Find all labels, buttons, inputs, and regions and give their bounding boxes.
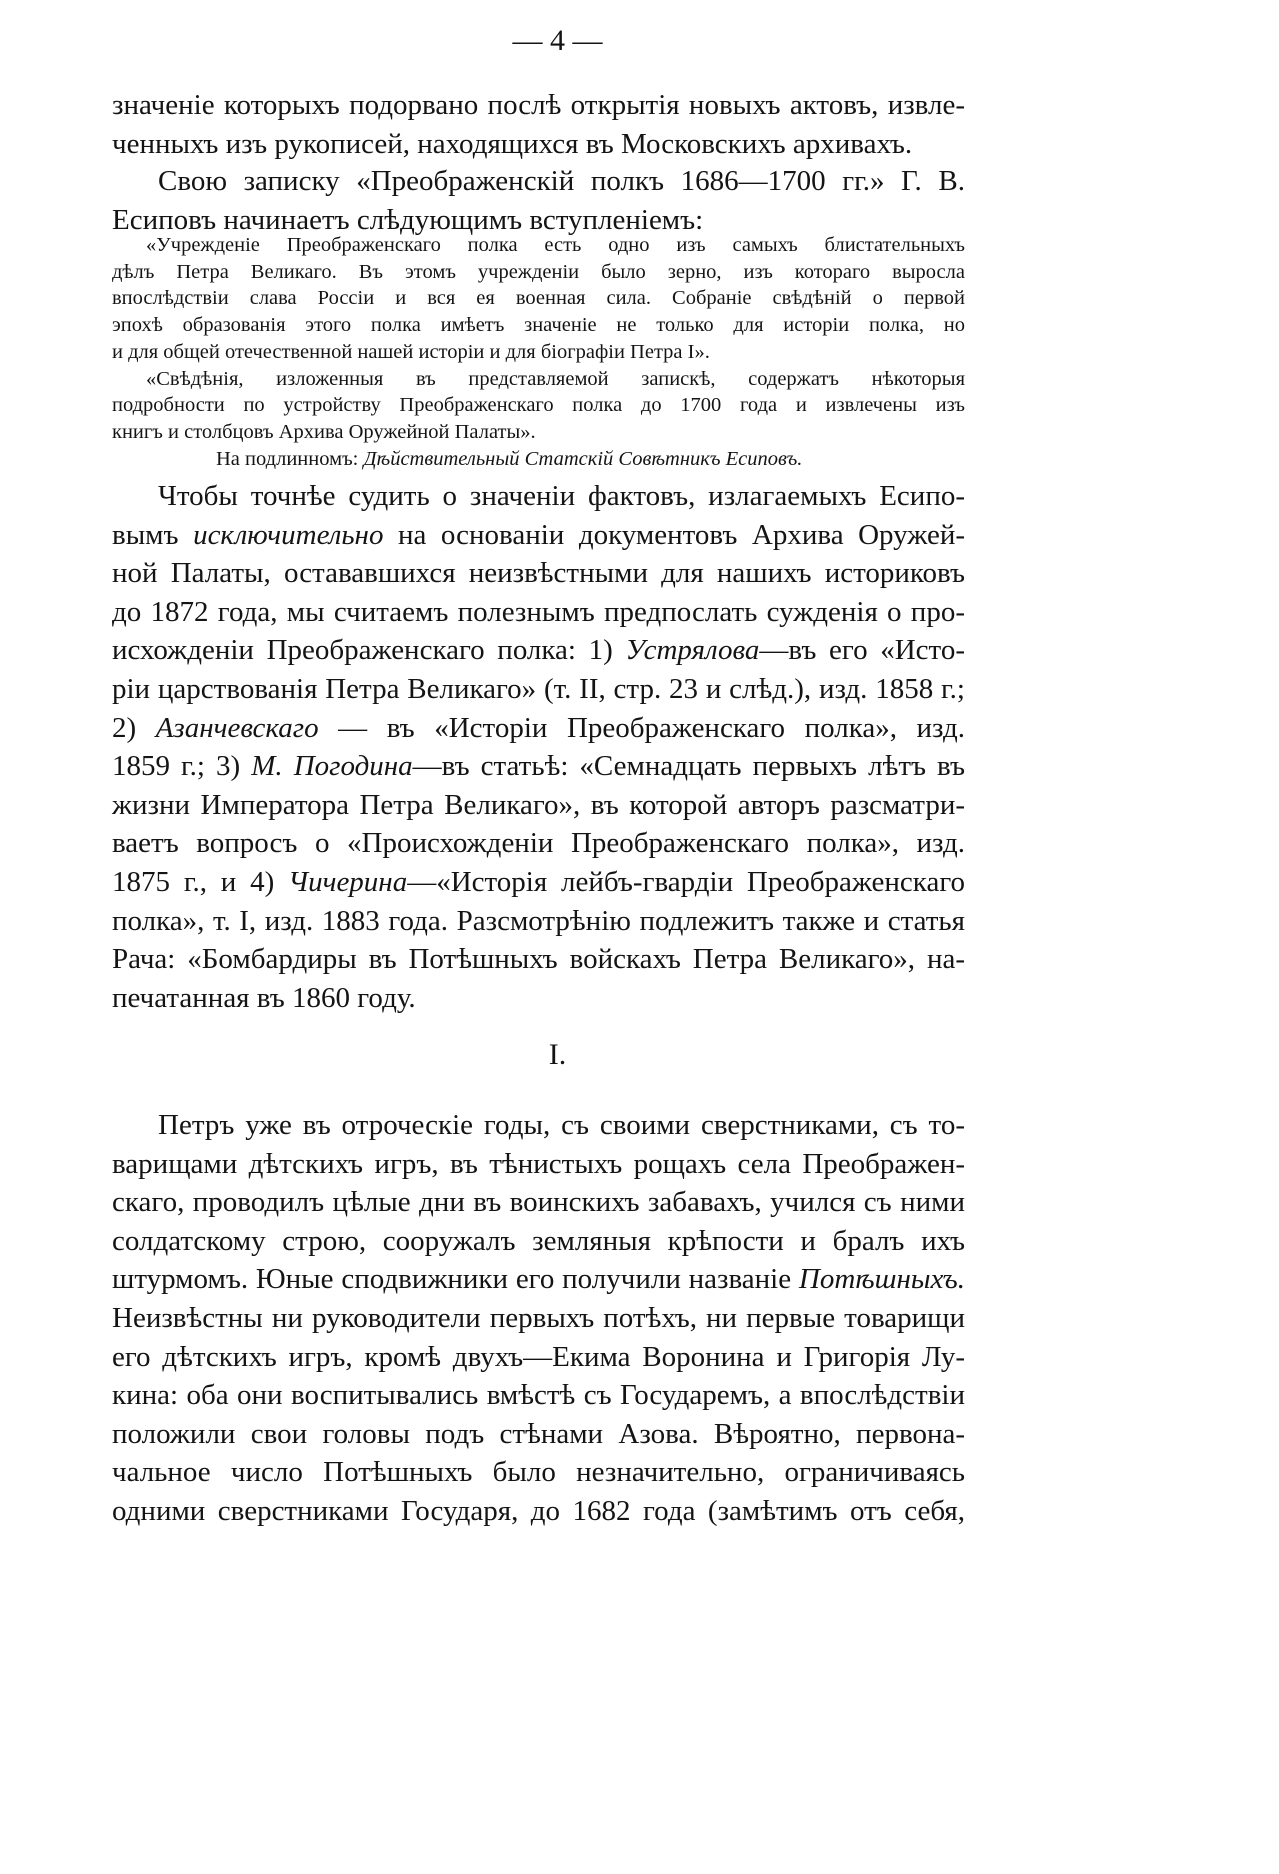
text-segment: Чтобы точнѣе судить о значеніи фактовъ, излагаемыхъ Есипо- [158,480,965,512]
text-line [112,554,965,593]
text-line [112,631,965,670]
text-line [112,863,965,902]
text-segment: чальное число Потѣшныхъ было незначительно, ограничиваясь [112,1456,965,1489]
paragraph-section-1 [112,1106,965,1531]
text-segment: вымъ [112,518,194,551]
text-segment: одними сверстниками Государя, до 1682 года (замѣтимъ отъ себя, [112,1494,965,1527]
text-segment: впослѣдствіи слава Россіи и вся ея военная сила. Собраніе свѣдѣній о первой [112,287,965,310]
text-line [112,1145,965,1184]
text-segment: Рача: «Бомбардиры въ Потѣшныхъ войскахъ Петра Великаго», на- [112,943,965,976]
text-line [112,419,965,446]
text-segment: его дѣтскихъ игръ, кромѣ двухъ—Екима Воронина и Григорія Лу- [112,1340,965,1373]
text-line [112,366,965,393]
italic-text: Азанчевскаго [155,711,319,744]
text-segment: штурмомъ. Юные сподвижники его получили названіе [112,1263,799,1296]
italic-text: Чичерина [288,865,408,898]
text-line [112,1415,965,1454]
text-line [112,477,965,516]
text-segment: 2) [112,711,156,744]
text-segment: скаго, проводилъ цѣлые дни въ воинскихъ забавахъ, учился съ ними [112,1186,965,1219]
text-line [112,312,965,339]
text-segment: жизни Императора Петра Великаго», въ которой авторъ разсматри- [112,788,965,821]
text-segment: «Свѣдѣнія, изложенныя въ представляемой запискѣ, содержатъ нѣкоторыя [146,367,965,390]
text-segment: положили свои головы подъ стѣнами Азова. Вѣроятно, первона- [112,1417,965,1450]
text-line [112,902,965,941]
paragraph-intro [112,162,965,239]
text-segment: и для общей отечественной нашей исторіи и для біографіи Петра I». [112,340,710,363]
text-segment: кина: оба они воспитывались вмѣстѣ съ Государемъ, а впослѣдствіи [112,1379,965,1412]
text-segment: эпохѣ образованія этого полка имѣетъ значеніе не только для исторіи полка, но [112,314,965,337]
text-line [112,1492,965,1531]
text-line [112,86,965,125]
text-line [112,259,965,286]
text-line [112,940,965,979]
text-line [112,593,965,632]
text-line [112,979,965,1018]
text-segment: солдатскому строю, сооружалъ земляныя крѣпости и бралъ ихъ [112,1224,965,1257]
text-line [112,392,965,419]
text-line [112,1376,965,1415]
italic-text: Потѣшныхъ. [798,1263,965,1296]
text-segment: на основаніи документовъ Архива Оружей- [383,518,965,551]
text-segment: Есиповъ начинаетъ слѣдующимъ вступленіемъ: [112,203,704,236]
italic-text: Устрялова [625,634,760,667]
text-segment: значеніе которыхъ подорвано послѣ открытія новыхъ актовъ, извле- [112,89,965,121]
text-line [112,162,965,201]
text-segment: печатанная въ 1860 году. [112,981,416,1014]
text-segment: —въ статьѣ: «Семнадцать первыхъ лѣтъ въ [412,750,965,783]
text-line [112,786,965,825]
text-segment: до 1872 года, мы считаемъ полезнымъ предпослать сужденія о про- [112,595,965,628]
text-line [112,232,965,259]
text-line [112,1222,965,1261]
text-segment: Свою записку «Преображенскій полкъ 1686—1700 гг.» Г. В. [158,165,965,197]
page-number: — 4 — [512,24,603,57]
text-line [112,747,965,786]
text-line [112,125,965,164]
text-segment: 1859 г.; 3) [112,750,252,783]
text-segment: Петръ уже въ отроческіе годы, съ своими сверстниками, съ то- [158,1109,965,1141]
text-line [112,824,965,863]
italic-text: М. Погодина [251,750,413,783]
text-line [112,516,965,555]
text-segment: 1875 г., и 4) [112,865,289,898]
text-line [112,670,965,709]
section-heading: I. [548,1038,567,1071]
text-segment: дѣлъ Петра Великаго. Въ этомъ учрежденіи было зерно, изъ котораго выросла [112,260,965,283]
text-line [112,339,965,366]
italic-text: исключительно [193,518,384,551]
text-segment: —въ его «Исто- [759,634,965,667]
text-line [112,1299,965,1338]
text-line [112,1453,965,1492]
text-line [112,1260,965,1299]
text-segment: —«Исторія лейбъ-гвардіи Преображенскаго [407,865,965,898]
text-line [112,1338,965,1377]
text-segment: книгъ и столбцовъ Архива Оружейной Палаты». [112,420,536,443]
text-segment: варищами дѣтскихъ игръ, въ тѣнистыхъ рощахъ села Преображен- [112,1147,965,1180]
text-line [112,1183,965,1222]
text-segment: ченныхъ изъ рукописей, находящихся въ Московскихъ архивахъ. [112,127,913,160]
text-line [112,709,965,748]
text-segment: На подлинномъ: [216,447,364,470]
text-segment: подробности по устройству Преображенскаго полка до 1700 года и извлечены изъ [112,394,965,417]
text-segment: ріи царствованія Петра Великаго» (т. II, стр. 23 и слѣд.), изд. 1858 г.; [112,672,965,705]
italic-text: Дѣйствительный Статскій Совѣтникъ Есиповъ. [363,447,803,470]
signature-line [112,446,965,473]
text-segment: исхожденіи Преображенскаго полка: 1) [112,634,626,667]
text-segment: — въ «Исторіи Преображенскаго полка», изд. [318,711,965,744]
block-quote [112,232,965,472]
text-segment: полка», т. I, изд. 1883 года. Разсмотрѣнію подлежитъ также и статья [112,904,965,937]
text-line [112,285,965,312]
paragraph-sources [112,477,965,1017]
text-segment: Неизвѣстны ни руководители первыхъ потѣхъ, ни первые товарищи [112,1301,965,1334]
text-segment: «Учрежденіе Преображенскаго полка есть одно изъ самыхъ блистательныхъ [146,234,965,256]
paragraph-continuation [112,86,965,163]
text-segment: ной Палаты, остававшихся неизвѣстными для нашихъ историковъ [112,557,965,590]
text-segment: ваетъ вопросъ о «Происхожденіи Преображенскаго полка», изд. [112,827,965,860]
text-line [112,1106,965,1145]
